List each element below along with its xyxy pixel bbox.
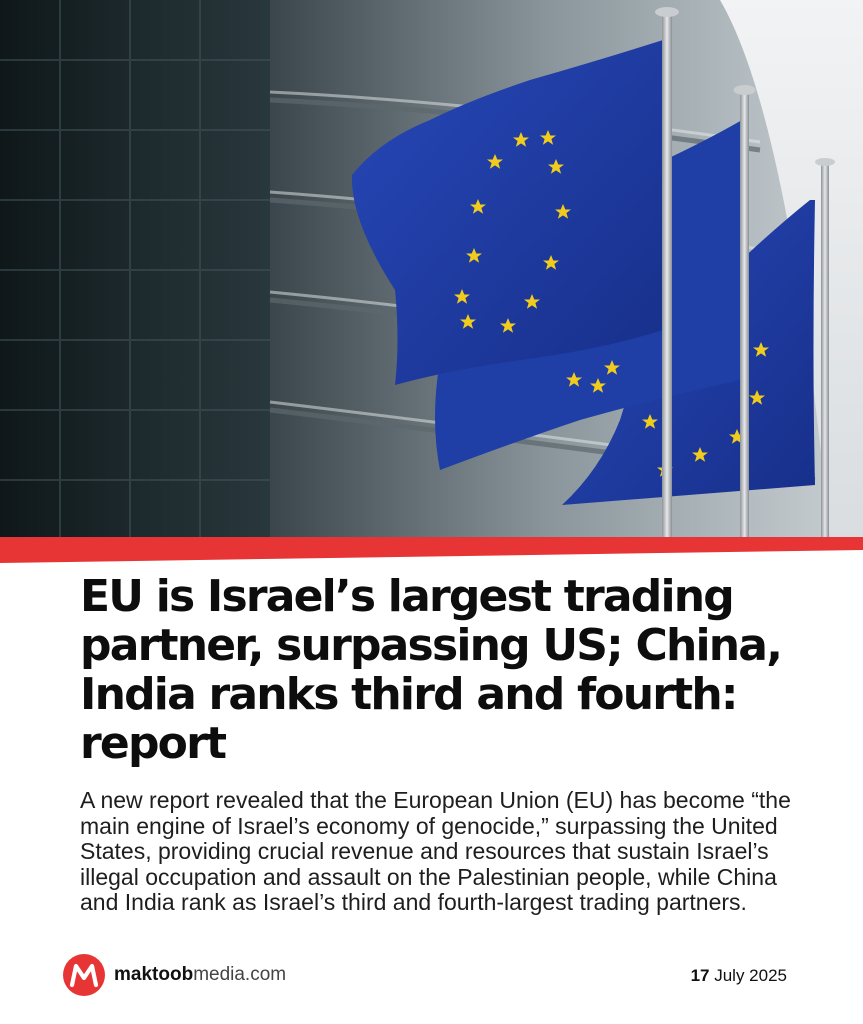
brand-name — [114, 964, 286, 986]
article-summary: A new report revealed that the European Union (EU) has become “the main engine of Israel’s economy of genocide,” surpassing the United States, providing crucial revenue and resources that sustain Israel’s illegal occupation and assault on the Palestinian people, while China and India rank as Israel’s third and fourth-largest trading partners. — [80, 787, 791, 915]
publish-date — [691, 966, 787, 986]
publish-date-month-year: July 2025 — [709, 966, 787, 985]
headline: EU is Israel’s largest trading partner, surpassing US; China, India ranks third and fourth: report — [80, 571, 782, 769]
brand-logo — [62, 952, 286, 998]
maktoob-m-logo-icon — [62, 953, 106, 997]
publish-date-day: 17 — [690, 966, 710, 985]
brand-name-bold: maktoob — [114, 964, 194, 985]
brand-name-light: media.com — [193, 964, 287, 985]
accent-bar — [0, 537, 863, 563]
